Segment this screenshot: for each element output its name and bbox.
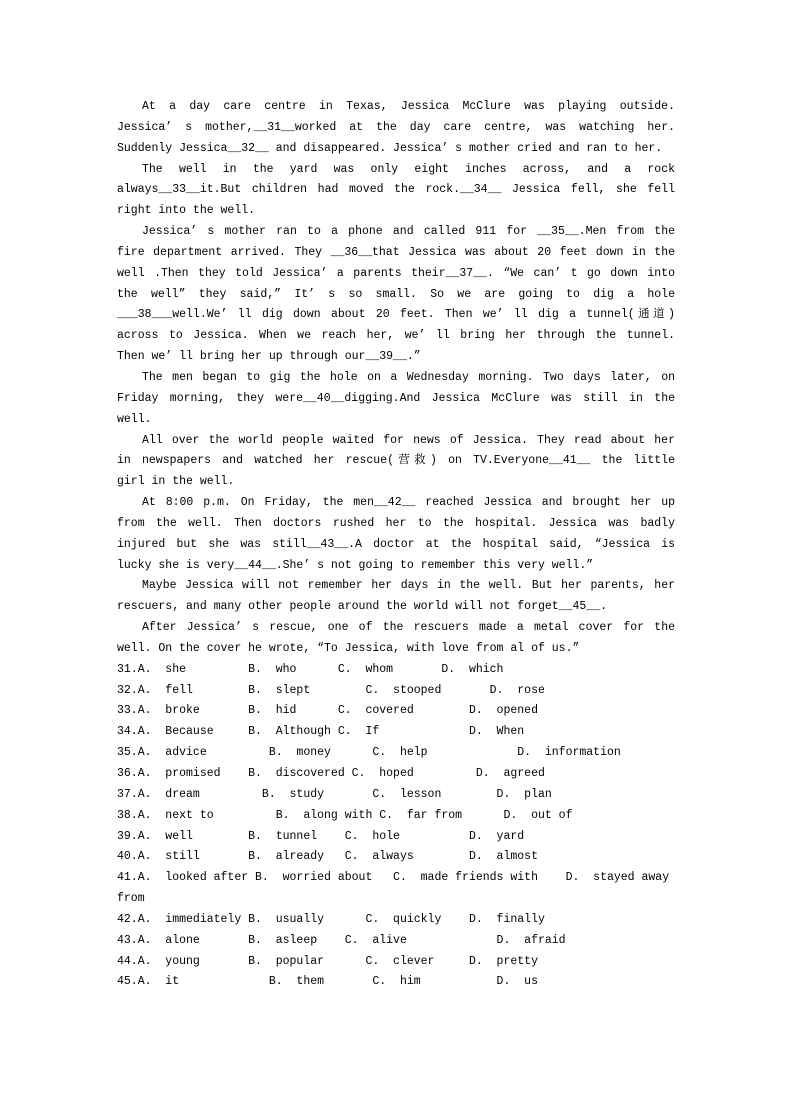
passage-line: lucky she is very__44__.She’ s not going to remember this very well.” [117,558,594,572]
question-row-33: 33.A. broke B. hid C. covered D. opened [117,704,538,718]
question-row-41: 41.A. looked after B. worried about C. made friends with D. stayed away [117,871,670,885]
passage-line: All over the world people waited for news of Jessica. They read about her [142,433,675,447]
question-row-38: 38.A. next to B. along with C. far from D. out of [117,808,573,822]
paragraph-1 [117,97,675,160]
passage-line: the well” they said,” It’ s so small. So we are going to dig a hole [117,287,675,301]
passage-line: The men began to gig the hole on a Wednesday morning. Two days later, on [142,370,675,384]
question-row-41-wrap: from [117,892,145,906]
passage-line: Suddenly Jessica__32__ and disappeared. Jessica’ s mother cried and ran to her. [117,141,663,155]
passage-line: ___38___well.We’ ll dig down about 20 feet. Then we’ ll dig a tunnel(通道) [117,308,675,322]
question-row-42: 42.A. immediately B. usually C. quickly D. finally [117,912,545,926]
passage-line: At a day care centre in Texas, Jessica McClure was playing outside. [142,100,675,113]
paragraph-6 [117,493,675,576]
passage-line: in newspapers and watched her rescue(营救) on TV.Everyone__41__ the little [117,454,675,468]
passage-line: girl in the well. [117,475,235,489]
paragraph-4 [117,368,675,431]
passage-line: Jessica’ s mother ran to a phone and called 911 for __35__.Men from the [142,225,675,239]
question-row-37: 37.A. dream B. study C. lesson D. plan [117,787,552,801]
passage-line: well. On the cover he wrote, “To Jessica, with love from al of us.” [117,641,580,655]
paragraph-5 [117,431,675,494]
passage-line: well. [117,412,152,426]
question-row-34: 34.A. Because B. Although C. If D. When [117,725,525,739]
passage-line: injured but she was still__43__.A doctor at the hospital said, “Jessica is [117,537,675,551]
passage-line: from the well. Then doctors rushed her to the hospital. Jessica was badly [117,516,675,530]
passage-line: always__33__it.But children had moved the rock.__34__ Jessica fell, she fell [117,183,675,197]
passage-line: Friday morning, they were__40__digging.And Jessica McClure was still in the [117,391,675,405]
cloze-test-body [117,97,675,993]
paragraph-3 [117,222,675,368]
passage-line: across to Jessica. When we reach her, we’ ll bring her through the tunnel. [117,329,675,343]
question-row-39: 39.A. well B. tunnel C. hole D. yard [117,829,525,843]
paragraph-7 [117,576,675,618]
question-row-32: 32.A. fell B. slept C. stooped D. rose [117,683,545,697]
passage-line: Then we’ ll bring her up through our__39__.” [117,350,421,364]
passage-line: The well in the yard was only eight inches across, and a rock [142,162,675,176]
passage-line: Jessica’ s mother,__31__worked at the day care centre, was watching her. [117,120,675,134]
question-options-list [117,660,675,994]
question-row-44: 44.A. young B. popular C. clever D. pretty [117,954,538,968]
passage-line: right into the well. [117,204,256,218]
passage-line: After Jessica’ s rescue, one of the rescuers made a metal cover for the [142,621,675,635]
question-row-31: 31.A. she B. who C. whom D. which [117,662,504,676]
paragraph-8 [117,618,675,660]
question-row-36: 36.A. promised B. discovered C. hoped D. agreed [117,767,545,780]
passage-line: Maybe Jessica will not remember her days in the well. But her parents, her [142,579,675,593]
question-row-35: 35.A. advice B. money C. help D. information [117,746,621,760]
passage-line: fire department arrived. They __36__that Jessica was about 20 feet down in the [117,245,675,259]
question-row-43: 43.A. alone B. asleep C. alive D. afraid [117,933,566,947]
paragraph-2 [117,160,675,223]
question-row-45: 45.A. it B. them C. him D. us [117,975,538,989]
passage-line: rescuers, and many other people around the world will not forget__45__. [117,600,607,614]
question-row-40: 40.A. still B. already C. always D. almost [117,850,538,864]
passage-line: At 8:00 p.m. On Friday, the men__42__ reached Jessica and brought her up [142,496,675,510]
passage-line: well .Then they told Jessica’ a parents their__37__. “We can’ t go down into [117,266,675,280]
